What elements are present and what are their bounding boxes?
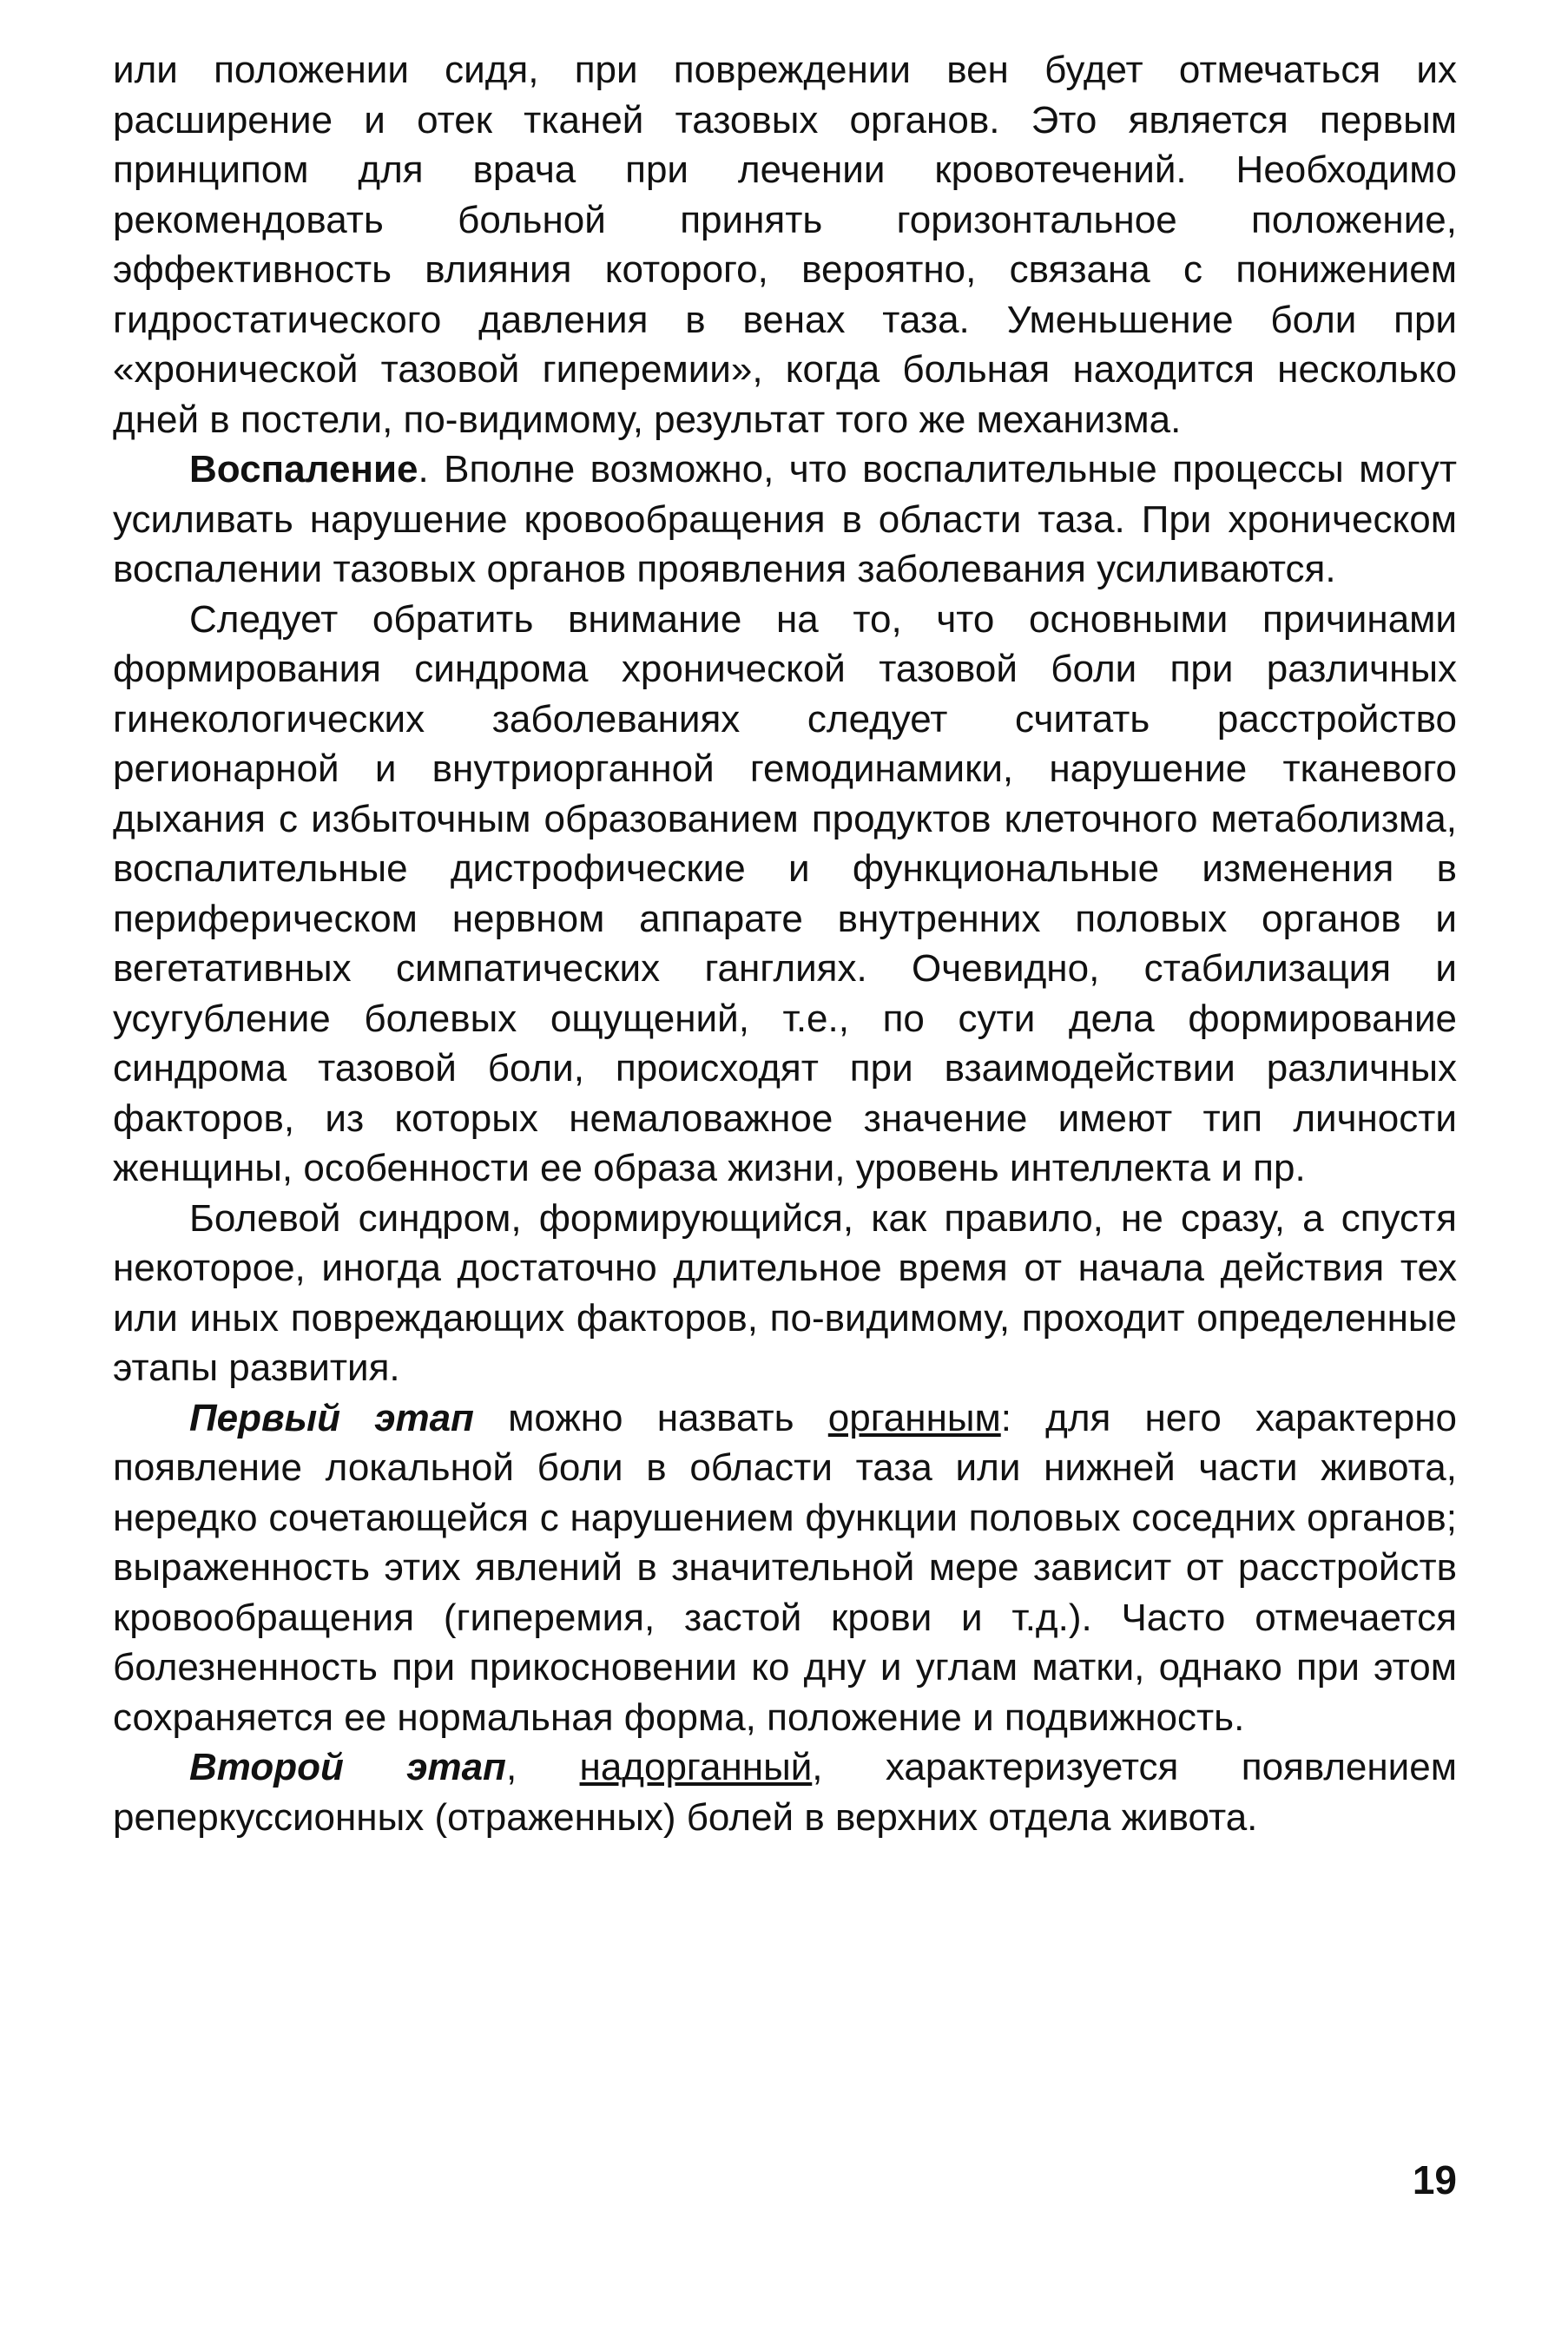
paragraph-first-stage	[113, 1393, 1457, 1743]
heading-first-stage: Первый этап	[189, 1396, 474, 1439]
second-stage-pre: ,	[505, 1746, 580, 1788]
second-stage-text: , характеризуется появлением реперкуссионных (отраженных) болей в верхних отдела живота.	[113, 1746, 1457, 1839]
book-page-text	[113, 45, 1457, 1842]
page-number: 19	[1412, 2157, 1457, 2202]
first-stage-text: : для него характерно появление локальной боли в области таза или нижней части живота, нередко сочетающейся с нарушением функции половых соседних органов; выраженность этих явлений в значительной мере зависит от расстройств кровообращения (гиперемия, застой крови и т.д.). Часто отмечается болезненность при прикосновении ко дну и углам матки, однако при этом сохраняется ее нормальная форма, положение и подвижность.	[113, 1396, 1457, 1739]
first-stage-pre: можно назвать	[473, 1396, 828, 1439]
paragraph-inflammation-text: . Вполне возможно, что воспалительные процессы могут усиливать нарушение кровообращения в области таза. При хроническом воспалении тазовых органов проявления заболевания усиливаются.	[113, 448, 1457, 590]
paragraph-pain-syndrome: Болевой синдром, формирующийся, как правило, не сразу, а спустя некоторое, иногда достаточно длительное время от начала действия тех или иных повреждающих факторов, по-видимому, проходит определенные этапы развития.	[113, 1196, 1457, 1389]
paragraph-inflammation	[113, 444, 1457, 595]
term-organ: органным	[827, 1396, 1001, 1439]
heading-inflammation: Воспаление	[189, 448, 418, 491]
paragraph-second-stage	[113, 1742, 1457, 1842]
term-supraorgan: надорганный	[579, 1746, 813, 1788]
heading-second-stage: Второй этап	[189, 1746, 506, 1788]
paragraph-causes: Следует обратить внимание на то, что основными причинами формирования синдрома хронической тазовой боли при различных гинекологических заболеваниях следует считать расстройство регионарной и внутриорганной гемодинамики, нарушение тканевого дыхания с избыточным образованием продуктов клеточного метаболизма, воспалительные дистрофические и функциональные изменения в периферическом нервном аппарате внутренних половых органов и вегетативных симпатических ганглиях. Очевидно, стабилизация и усугубление болевых ощущений, т.е., по сути дела формирование синдрома тазовой боли, происходят при взаимодействии различных факторов, из которых немаловажное значение имеют тип личности женщины, особенности ее образа жизни, уровень интеллекта и пр.	[113, 597, 1457, 1189]
paragraph-venous-position: или положении сидя, при повреждении вен будет отмечаться их расширение и отек тканей тазовых органов. Это является первым принципом для врача при лечении кровотечений. Необходимо рекомендовать больной принять горизонтальное положение, эффективность влияния которого, вероятно, связана с понижением гидростатического давления в венах таза. Уменьшение боли при «хронической тазовой гиперемии», когда больная находится несколько дней в постели, по-видимому, результат того же механизма.	[113, 49, 1457, 441]
